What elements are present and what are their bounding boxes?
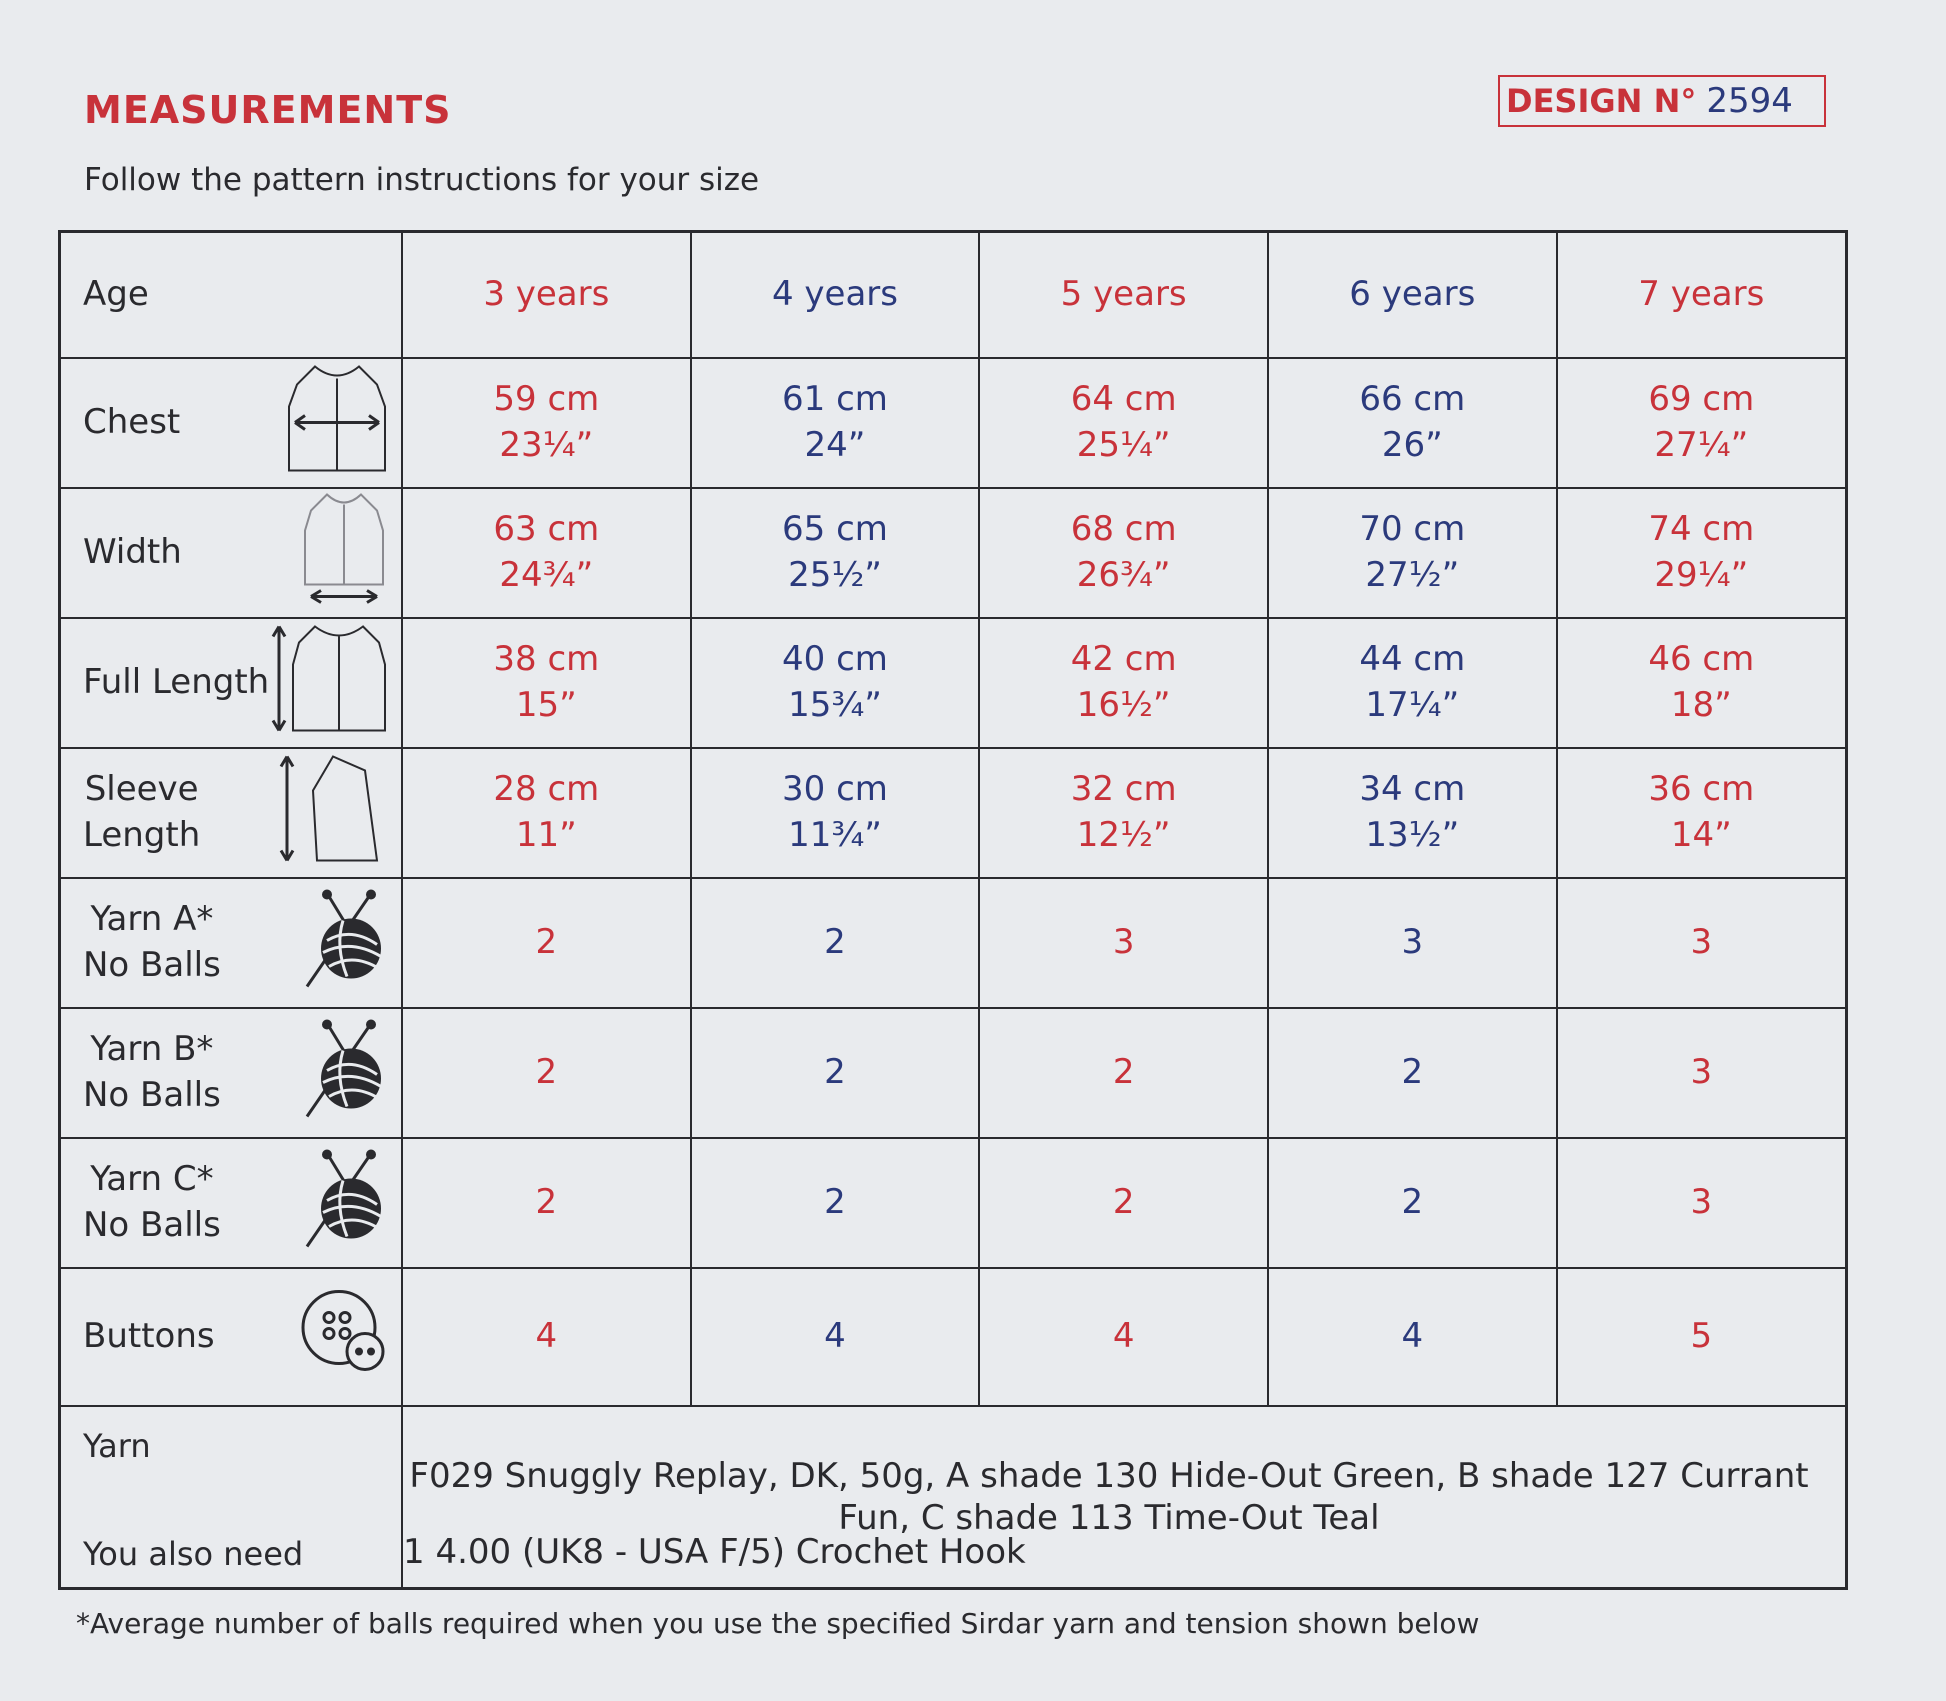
measure-cell: 36 cm 14” [1557,748,1847,878]
row-label-cell [60,878,403,1008]
width-label: Width [83,532,182,573]
chest-label: Chest [83,402,181,443]
yarn-ball-icon [299,1147,389,1260]
design-label: DESIGN N° [1506,82,1697,120]
yarn-cell: 2 [402,1008,691,1138]
row-label-cell [60,618,403,748]
yarn-cell: 3 [1268,878,1557,1008]
yarn-info-cell [402,1406,1847,1589]
row-label-cell [60,232,403,359]
measure-cell: 59 cm 23¼” [402,358,691,488]
table-row [60,618,1847,748]
table-row [60,358,1847,488]
measure-cell: 65 cm 25½” [691,488,980,618]
sleeve-length-label: Sleeve Length [83,769,201,855]
measure-cell: 74 cm 29¼” [1557,488,1847,618]
yarn-cell: 2 [691,1138,980,1268]
page-title: MEASUREMENTS [84,88,452,132]
full-length-label: Full Length [83,662,270,703]
measure-cell: 61 cm 24” [691,358,980,488]
age-cell: 3 years [402,232,691,359]
measure-cell: 66 cm 26” [1268,358,1557,488]
cardigan-chest-icon [285,363,389,484]
design-number-box [1498,75,1826,127]
yarn-cell: 2 [691,1008,980,1138]
age-cell: 6 years [1268,232,1557,359]
measure-cell: 40 cm 15¾” [691,618,980,748]
age-cell: 4 years [691,232,980,359]
buttons-cell: 4 [691,1268,980,1406]
row-label-cell [60,748,403,878]
yarn-b-label: Yarn B* No Balls [83,1029,221,1115]
age-cell: 5 years [979,232,1268,359]
row-label-cell [60,1008,403,1138]
table-row [60,232,1847,359]
subtitle: Follow the pattern instructions for your size [84,162,760,198]
yarn-cell: 2 [979,1138,1268,1268]
buttons-label: Buttons [83,1316,215,1357]
yarn-c-label: Yarn C* No Balls [83,1159,221,1245]
sleeve-length-icon [269,751,389,876]
design-number: 2594 [1706,81,1793,121]
measure-cell: 68 cm 26¾” [979,488,1268,618]
yarn-cell: 2 [402,878,691,1008]
measure-cell: 46 cm 18” [1557,618,1847,748]
cardigan-width-icon [299,491,389,616]
age-label: Age [83,274,149,315]
yarn-ball-icon [299,887,389,1000]
yarn-cell: 2 [402,1138,691,1268]
measurements-table [58,230,1848,1590]
row-label-cell [60,358,403,488]
table-row [60,1406,1847,1589]
need-label: You also need [83,1535,304,1573]
row-label-cell [60,488,403,618]
measure-cell: 42 cm 16½” [979,618,1268,748]
table-row [60,488,1847,618]
table-row [60,1268,1847,1406]
row-label-cell [60,1268,403,1406]
measure-cell: 44 cm 17¼” [1268,618,1557,748]
measure-cell: 69 cm 27¼” [1557,358,1847,488]
measure-cell: 32 cm 12½” [979,748,1268,878]
button-icon [299,1288,389,1387]
age-cell: 7 years [1557,232,1847,359]
measure-cell: 70 cm 27½” [1268,488,1557,618]
table-row [60,878,1847,1008]
buttons-cell: 4 [979,1268,1268,1406]
yarn-ball-icon [299,1017,389,1130]
measure-cell: 38 cm 15” [402,618,691,748]
footnote: *Average number of balls required when you use the specified Sirdar yarn and tension shown below [76,1607,1480,1640]
table-row [60,748,1847,878]
yarn-cell: 2 [1268,1138,1557,1268]
measure-cell: 30 cm 11¾” [691,748,980,878]
row-label-cell [60,1138,403,1268]
yarn-a-label: Yarn A* No Balls [83,899,221,985]
yarn-label: Yarn [83,1427,151,1465]
yarn-cell: 2 [979,1008,1268,1138]
buttons-cell: 4 [402,1268,691,1406]
table-row [60,1008,1847,1138]
buttons-cell: 4 [1268,1268,1557,1406]
need-description: 1 4.00 (UK8 - USA F/5) Crochet Hook [403,1531,1026,1572]
measure-cell: 28 cm 11” [402,748,691,878]
yarn-info-label-cell [60,1406,403,1589]
yarn-description: F029 Snuggly Replay, DK, 50g, A shade 130 Hide-Out Green, B shade 127 Currant Fun, C shade 113 Time-Out Teal [409,1455,1809,1538]
cardigan-length-icon [269,621,389,746]
yarn-cell: 2 [1268,1008,1557,1138]
measure-cell: 63 cm 24¾” [402,488,691,618]
yarn-cell: 3 [1557,1138,1847,1268]
yarn-cell: 3 [979,878,1268,1008]
measure-cell: 34 cm 13½” [1268,748,1557,878]
table-row [60,1138,1847,1268]
yarn-cell: 2 [691,878,980,1008]
buttons-cell: 5 [1557,1268,1847,1406]
measure-cell: 64 cm 25¼” [979,358,1268,488]
yarn-cell: 3 [1557,878,1847,1008]
yarn-cell: 3 [1557,1008,1847,1138]
